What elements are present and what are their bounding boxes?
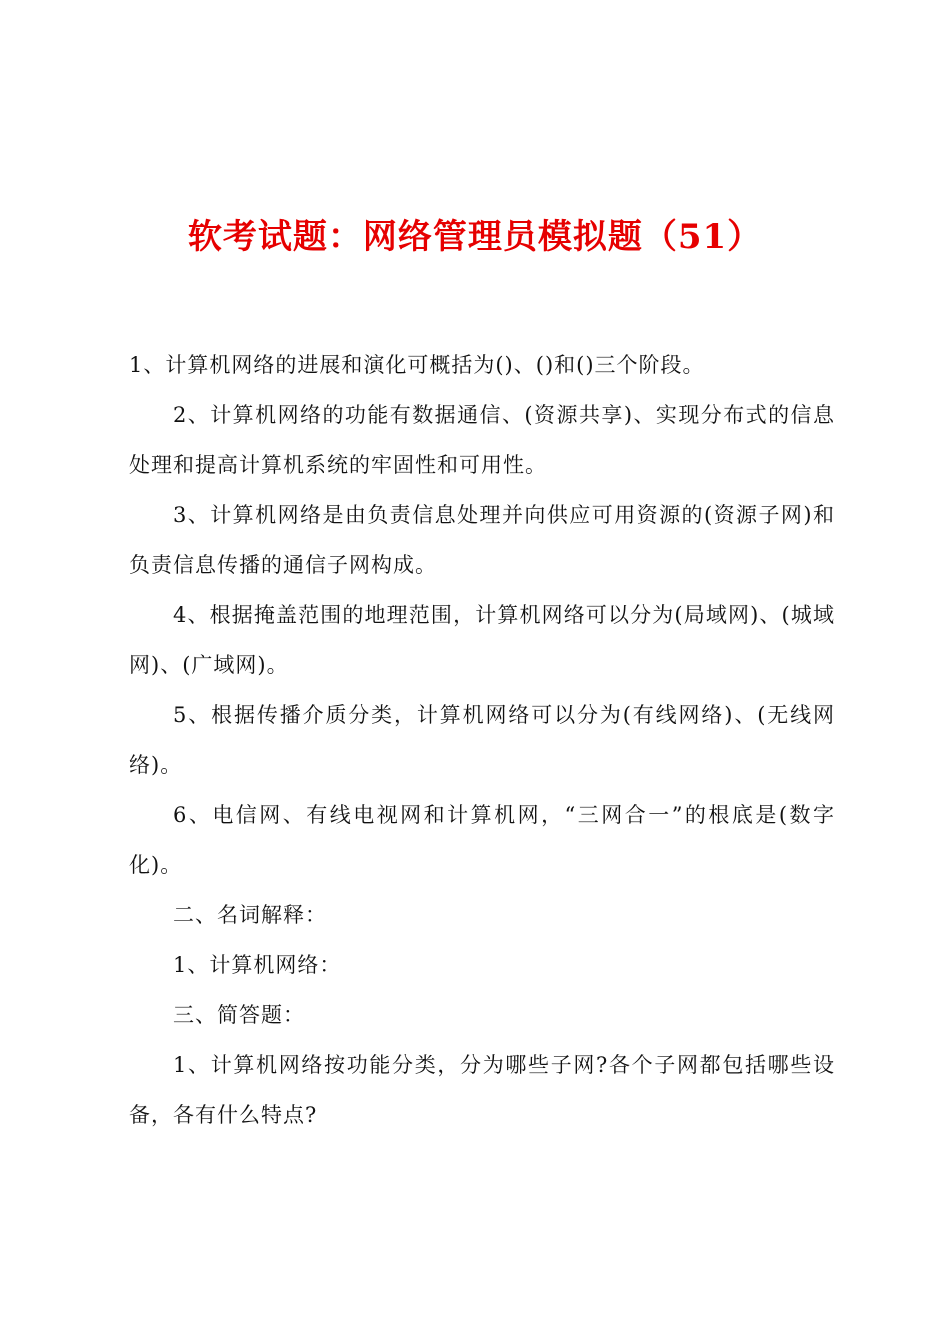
paragraph-q2: 2、计算机网络的功能有数据通信、(资源共享)、实现分布式的信息处理和提高计算机系统的牢固性和可用性。 (129, 403, 835, 477)
paragraph-q1: 1、计算机网络的进展和演化可概括为()、()和()三个阶段。 (129, 353, 705, 377)
section-heading-short-answer: 三、简答题： (173, 1003, 305, 1027)
paragraph-short-answer-1: 1、计算机网络按功能分类，分为哪些子网?各个子网都包括哪些设备，各有什么特点? (129, 1053, 835, 1127)
paragraph-definition-1: 1、计算机网络： (173, 953, 342, 977)
paragraph-q3: 3、计算机网络是由负责信息处理并向供应可用资源的(资源子网)和负责信息传播的通信子网构成。 (129, 503, 835, 577)
document-body (129, 340, 835, 1140)
paragraph-q5: 5、根据传播介质分类，计算机网络可以分为(有线网络)、(无线网络)。 (129, 703, 835, 777)
paragraph-q4: 4、根据掩盖范围的地理范围，计算机网络可以分为(局域网)、(城域网)、(广域网)。 (129, 603, 835, 677)
paragraph-q6: 6、电信网、有线电视网和计算机网，“三网合一”的根底是(数字化)。 (129, 803, 835, 877)
document-title: 软考试题：网络管理员模拟题（51） (187, 217, 763, 257)
section-heading-definitions: 二、名词解释： (173, 903, 327, 927)
